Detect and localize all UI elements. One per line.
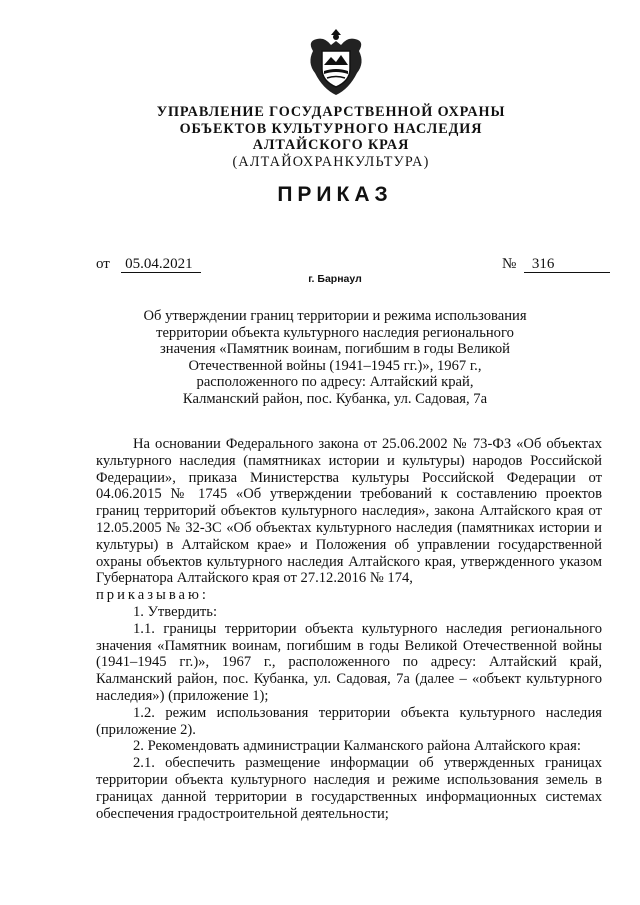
subject-line: значения «Памятник воинам, погибшим в годы Великой: [160, 341, 510, 357]
organization-header: [0, 104, 640, 170]
org-line-2: ОБЪЕКТОВ КУЛЬТУРНОГО НАСЛЕДИЯ: [179, 120, 483, 137]
order-subject: [0, 308, 640, 407]
order-body: [96, 436, 602, 822]
item-2: 2. Рекомендовать администрации Калманского района Алтайского края:: [133, 738, 581, 755]
order-number: [502, 256, 610, 273]
date-prefix: от: [96, 256, 110, 272]
item-1-1: 1.1. границы территории объекта культурного наследия регионального значения «Памятник воинам, погибшим в годы Великой Отечественной войны (1941–1945 гг.)», 1967 г., расположенного по адресу: Алтайский край, Калманский район, пос. Кубанка, ул. Садовая, 7а (далее – «объект культурного наследия») (приложение 1);: [96, 620, 602, 704]
order-word: приказываю:: [96, 587, 209, 604]
org-line-3: АЛТАЙСКОГО КРАЯ: [252, 137, 410, 153]
order-date: [96, 256, 201, 273]
subject-line: расположенного по адресу: Алтайский край,: [196, 374, 474, 390]
subject-line: Отечественной войны (1941–1945 гг.)», 1967 г.,: [188, 357, 482, 374]
subject-line: Об утверждении границ территории и режима использования: [143, 308, 527, 324]
item-1-2: 1.2. режим использования территории объекта культурного наследия (приложение 2).: [96, 704, 602, 738]
city: г. Барнаул: [308, 273, 362, 285]
document-title: ПРИКАЗ: [277, 183, 393, 206]
subject-line: территории объекта культурного наследия регионального: [156, 324, 514, 341]
subject-line: Калманский район, пос. Кубанка, ул. Садовая, 7а: [182, 390, 488, 407]
item-1: 1. Утвердить:: [133, 603, 218, 620]
date-value: 05.04.2021: [121, 257, 201, 273]
org-short-name: (АЛТАЙОХРАНКУЛЬТУРА): [232, 153, 430, 170]
item-2-1: 2.1. обеспечить размещение информации об утвержденных границах территории объекта культурного наследия и режиме использования земель в границах данной территории в государственных информационных системах обеспечения градостроительной деятельности;: [96, 755, 602, 822]
org-line-1: УПРАВЛЕНИЕ ГОСУДАРСТВЕННОЙ ОХРАНЫ: [156, 104, 506, 120]
number-prefix: №: [502, 256, 517, 272]
preamble-paragraph: На основании Федерального закона от 25.06.2002 № 73-ФЗ «Об объектах культурного наследия (памятниках истории и культуры) народов Российской Федерации», приказа Министерства культуры Российской Федерации от 04.06.2015 № 1745 «Об утверждении требований к составлению проектов границ территорий объектов культурного наследия», закона Алтайского края от 12.05.2005 № 32-ЗС «Об объектах культурного наследия (памятниках истории и культуры) в Алтайском крае» и Положения об управлении государственной охраны объектов культурного наследия Алтайского края, утвержденного указом Губернатора Алтайского края от 27.12.2016 № 174,: [96, 436, 602, 587]
number-value: 316: [524, 257, 610, 273]
coat-of-arms-emblem: [305, 27, 367, 99]
